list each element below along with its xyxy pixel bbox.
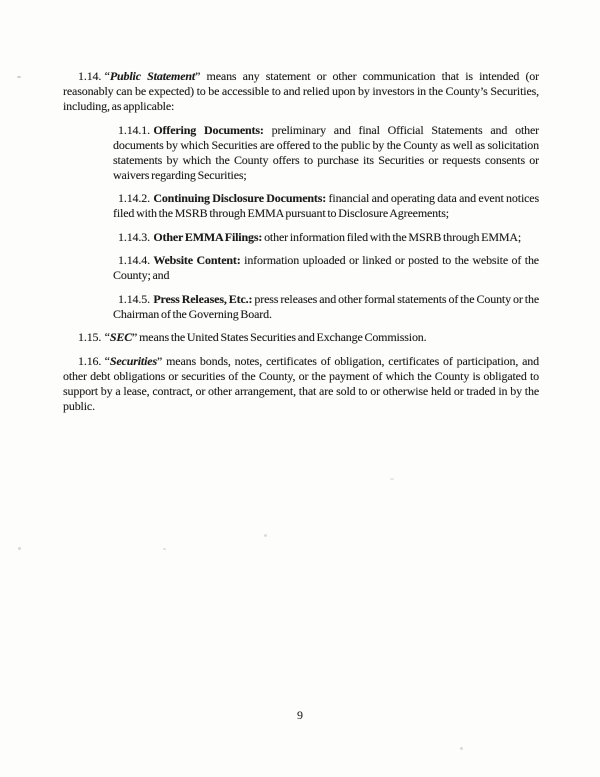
clause-heading: Press Releases, Etc.: xyxy=(153,291,253,306)
scan-speck xyxy=(264,534,267,537)
clause-heading: Continuing Disclosure Documents: xyxy=(153,191,327,205)
open-quote: “ xyxy=(104,330,110,344)
paragraph-text: financial and operating data and event notices filed with the MSRB through EMMA pursuant to Disclosure Agreements; xyxy=(113,191,539,220)
paragraph-text: other information filed with the MSRB through EMMA; xyxy=(262,229,522,244)
paragraph-number: 1.14.4. xyxy=(118,253,150,267)
paragraph-1-16 xyxy=(63,354,539,414)
paragraph-text: information uploaded or linked or posted to the website of the County; and xyxy=(113,253,539,282)
scan-speck xyxy=(17,76,21,78)
paragraph-text: means the United States Securities and Exchange Commission. xyxy=(137,330,427,344)
defined-term: SEC xyxy=(109,330,133,344)
paragraph-text: means bonds, notes, certificates of obligation, certificates of participation, and other debt obligations or securities of the County, or the payment of which the County is obligated to support by a lease, contract, or other arrangement, that are sold to or otherwise held or traded in by the public. xyxy=(63,353,539,413)
defined-term: Securities xyxy=(109,353,157,368)
page-number: 9 xyxy=(297,708,303,722)
open-quote: “ xyxy=(104,353,110,368)
paragraph-1-15 xyxy=(63,330,539,345)
document-text xyxy=(63,69,539,422)
paragraph-text: preliminary and final Official Statements and other documents by which Securities are offered to the public by the County as well as solicitation statements by which the County offers to purchase its Securities or requests consents or waivers regarding Securities; xyxy=(113,122,540,182)
paragraph-1-14-4 xyxy=(113,253,539,283)
close-quote: ” xyxy=(195,69,201,83)
defined-term: Public Statement xyxy=(109,69,196,83)
paragraph-number: 1.14.2. xyxy=(118,191,150,205)
clause-heading: Offering Documents: xyxy=(153,122,264,137)
paragraph-text: means any statement or other communication that is intended (or reasonably can be expected) to be accessible to and relied upon by investors in the County’s Securities, including, as applicable: xyxy=(63,69,539,113)
paragraph-text: press releases and other formal statements of the County or the Chairman of the Governing Board. xyxy=(113,291,539,321)
scan-speck xyxy=(163,548,166,550)
paragraph-number: 1.14.1. xyxy=(118,122,150,137)
close-quote: ” xyxy=(156,353,163,368)
paragraph-number: 1.14.5. xyxy=(118,291,150,306)
scan-speck xyxy=(390,478,394,480)
paragraph-1-14-5 xyxy=(113,292,539,322)
paragraph-number: 1.15. xyxy=(78,330,102,344)
paragraph-1-14-2 xyxy=(113,191,539,221)
paragraph-number: 1.14.3. xyxy=(118,229,150,244)
open-quote: “ xyxy=(104,69,110,83)
clause-heading: Other EMMA Filings: xyxy=(153,229,263,244)
paragraph-1-14-3 xyxy=(113,230,539,245)
paragraph-number: 1.16. xyxy=(78,353,102,368)
paragraph-1-14 xyxy=(63,69,539,114)
clause-heading: Website Content: xyxy=(153,253,241,267)
paragraph-number: 1.14. xyxy=(78,69,102,83)
scan-speck xyxy=(460,747,463,750)
close-quote: ” xyxy=(132,330,138,344)
paragraph-1-14-1 xyxy=(113,123,539,183)
scan-speck xyxy=(18,547,21,550)
